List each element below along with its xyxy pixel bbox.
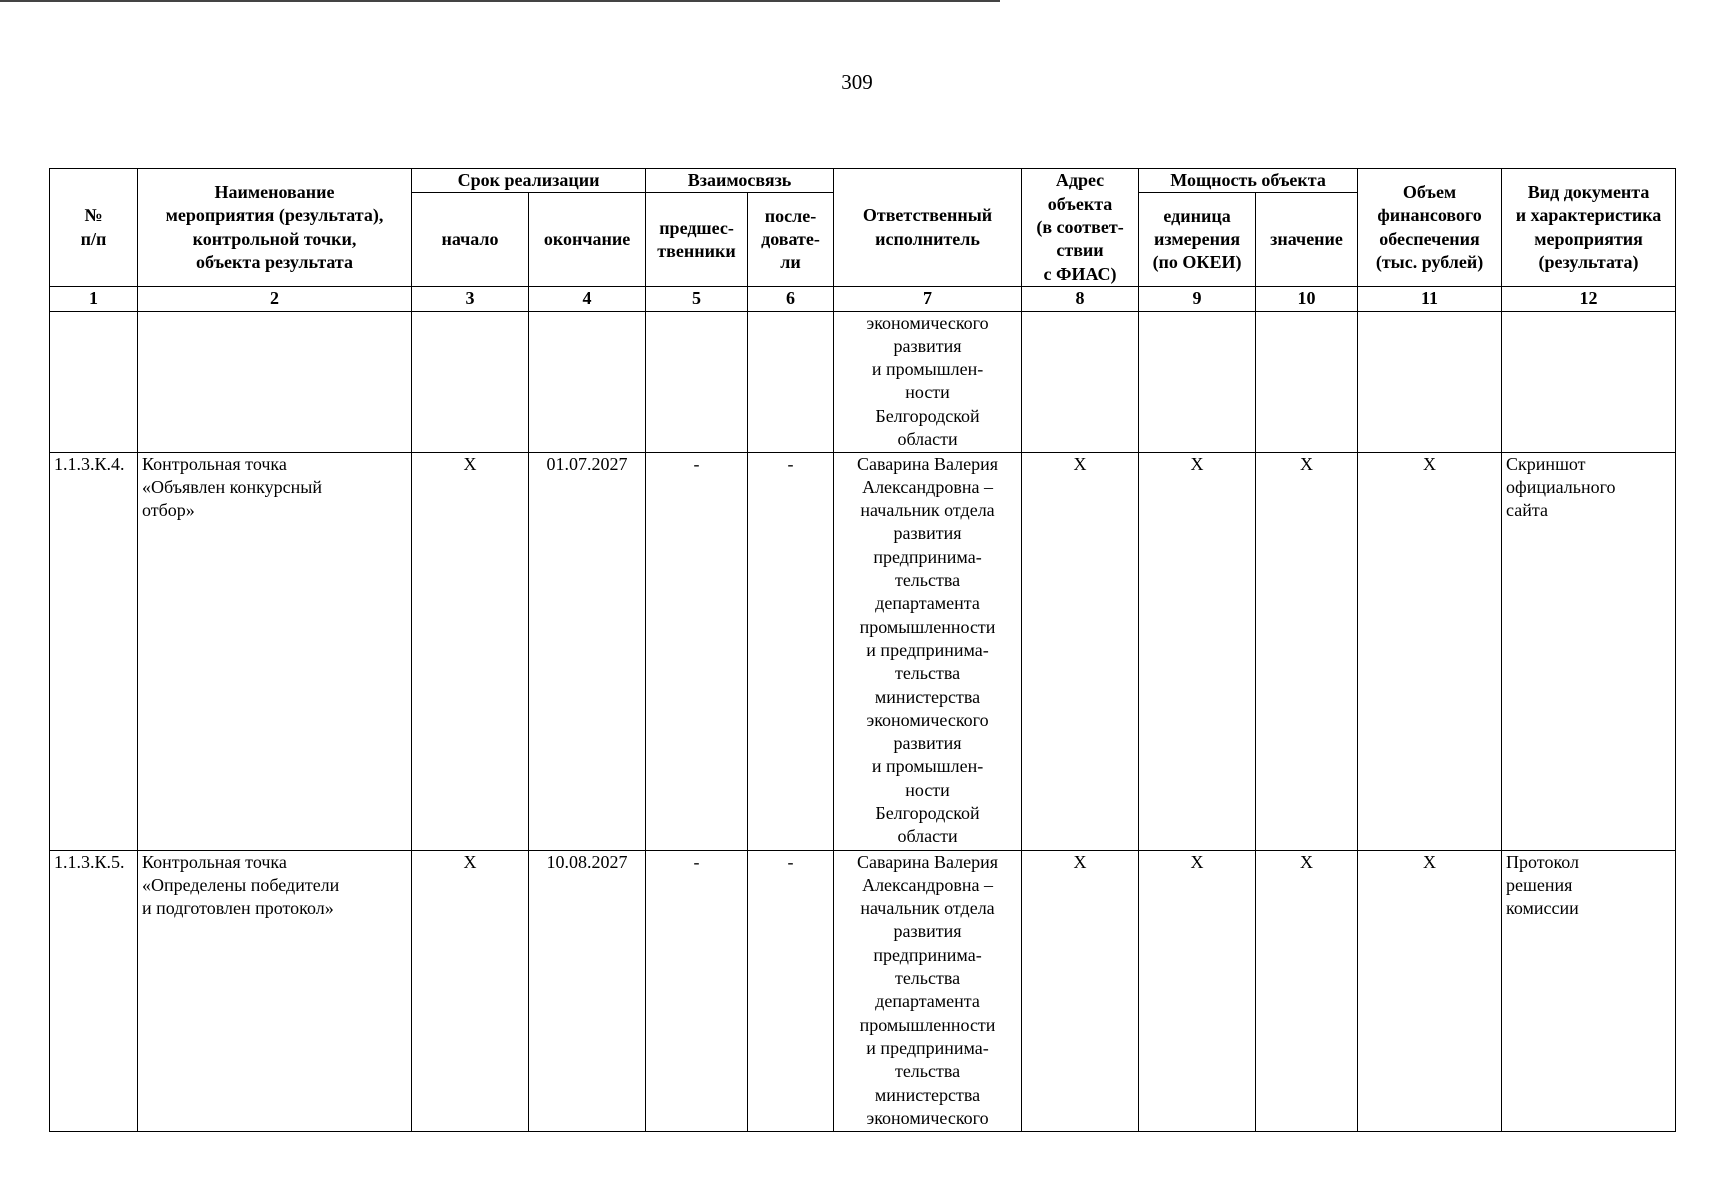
column-number: 12 [1502, 287, 1676, 311]
cell-end: 01.07.2027 [529, 452, 646, 850]
column-number: 7 [834, 287, 1022, 311]
cell-prev: - [646, 850, 748, 1131]
cell-doc: Скриншот официального сайта [1502, 452, 1676, 850]
cell-value: X [1256, 452, 1358, 850]
cell-empty [1256, 311, 1358, 452]
column-numbers-row [50, 287, 1676, 311]
cell-empty [646, 311, 748, 452]
cell-executor: Саварина Валерия Александровна – начальник отдела развития предпринима- тельства департамента промышленности и предпринима- тельства министерства экономического [834, 850, 1022, 1131]
cell-next: - [748, 850, 834, 1131]
cell-empty [412, 311, 529, 452]
header-link-group: Взаимосвязь [646, 169, 834, 193]
cell-unit: X [1139, 452, 1256, 850]
continuation-row [50, 311, 1676, 452]
cell-next: - [748, 452, 834, 850]
table-row [50, 850, 1676, 1131]
header-term-end: окончание [529, 193, 646, 287]
cell-unit: X [1139, 850, 1256, 1131]
cell-num: 1.1.3.К.4. [50, 452, 138, 850]
cell-empty [748, 311, 834, 452]
header-term-group: Срок реализации [412, 169, 646, 193]
cell-address: X [1022, 452, 1139, 850]
cell-finance: X [1358, 850, 1502, 1131]
header-doc-type: Вид документа и характеристика мероприятия (результата) [1502, 169, 1676, 287]
column-number: 3 [412, 287, 529, 311]
cell-address: X [1022, 850, 1139, 1131]
header-term-start: начало [412, 193, 529, 287]
header-executor: Ответственный исполнитель [834, 169, 1022, 287]
cell-num: 1.1.3.К.5. [50, 850, 138, 1131]
cell-start: X [412, 452, 529, 850]
column-number: 5 [646, 287, 748, 311]
column-number: 6 [748, 287, 834, 311]
column-number: 10 [1256, 287, 1358, 311]
column-number: 2 [138, 287, 412, 311]
header-num: № п/п [50, 169, 138, 287]
plan-table [49, 168, 1676, 1132]
cell-prev: - [646, 452, 748, 850]
cell-start: X [412, 850, 529, 1131]
column-number: 1 [50, 287, 138, 311]
cell-finance: X [1358, 452, 1502, 850]
header-address: Адрес объекта (в соответ- ствии с ФИАС) [1022, 169, 1139, 287]
column-number: 9 [1139, 287, 1256, 311]
cell-doc: Протокол решения комиссии [1502, 850, 1676, 1131]
cell-empty [1022, 311, 1139, 452]
header-capacity-group: Мощность объекта [1139, 169, 1358, 193]
column-number: 8 [1022, 287, 1139, 311]
cell-empty [138, 311, 412, 452]
cell-name: Контрольная точка «Определены победители и подготовлен протокол» [138, 850, 412, 1131]
header-name: Наименование мероприятия (результата), контрольной точки, объекта результата [138, 169, 412, 287]
header-row-top [50, 169, 1676, 193]
cell-executor: Саварина Валерия Александровна – начальник отдела развития предпринима- тельства департамента промышленности и предпринима- тельства министерства экономического развития и промышлен- ности Белгородской области [834, 452, 1022, 850]
scan-edge-line [0, 0, 1000, 2]
header-finance: Объем финансового обеспечения (тыс. рублей) [1358, 169, 1502, 287]
header-link-next: после- довате- ли [748, 193, 834, 287]
table-row [50, 452, 1676, 850]
cell-end: 10.08.2027 [529, 850, 646, 1131]
cell-empty [1139, 311, 1256, 452]
header-link-prev: предшес- твенники [646, 193, 748, 287]
cell-executor-continued: экономического развития и промышлен- ности Белгородской области [834, 311, 1022, 452]
cell-empty [1358, 311, 1502, 452]
cell-empty [529, 311, 646, 452]
header-capacity-value: значение [1256, 193, 1358, 287]
header-capacity-unit: единица измерения (по ОКЕИ) [1139, 193, 1256, 287]
cell-empty [1502, 311, 1676, 452]
page-number: 309 [841, 70, 873, 94]
column-number: 4 [529, 287, 646, 311]
cell-name: Контрольная точка «Объявлен конкурсный отбор» [138, 452, 412, 850]
cell-value: X [1256, 850, 1358, 1131]
cell-empty [50, 311, 138, 452]
column-number: 11 [1358, 287, 1502, 311]
